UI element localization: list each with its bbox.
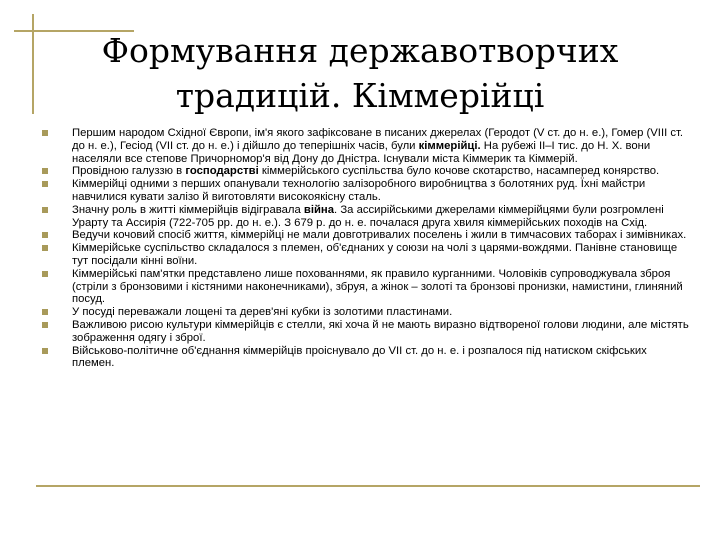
bullet-text-tail: . За ассирійськими джерелами кіммерійцями були розгромлені Урарту та Ассирія (722-705 рр. до н. е.). З 679 р. до н. е. почалася друга хвиля кіммерійських походів на Схід.	[72, 203, 664, 229]
bullet-text: Першим народом Східної Європи, ім'я якого зафіксоване в писаних джерелах (Геродот (V ст. до н. е.), Гомер (VIII ст. до н. е.), Гесіод (VII ст. до н. е.) і дійшло до теперішніх часів, були	[72, 127, 684, 152]
bullet-item	[42, 165, 692, 178]
bullet-text: Кіммерійські пам'ятки представлено лише похованнями, як правило курганними. Чоловіків супроводжувала зброя (стріли з бронзовими і кістяними наконечниками), збруя, а жінок – золоті та бронзові пронизки, намистини, глиняний посуд.	[72, 267, 683, 306]
bullet-list	[42, 127, 692, 370]
bullet-bold-text: господарстві	[185, 165, 259, 178]
bullet-item	[42, 127, 692, 165]
slide-title	[60, 28, 660, 118]
bullet-item	[42, 204, 692, 230]
bullet-item	[42, 229, 692, 242]
square-bullet-icon	[42, 245, 48, 251]
square-bullet-icon	[42, 322, 48, 328]
title-line-2: традицій. Кіммерійці	[175, 76, 545, 115]
bullet-text: Ведучи кочовий спосіб життя, кіммерійці не мали довготривалих поселень і жили в тимчасових таборах і зимівниках.	[72, 229, 687, 242]
square-bullet-icon	[42, 130, 48, 136]
bullet-text: Військово-політичне об'єднання кіммерійців проіснувало до VII ст. до н. е. і розпалося під натиском скіфських племен.	[72, 344, 647, 370]
bullet-text: Кіммерійське суспільство складалося з племен, об'єднаних у союзи на чолі з царями-вождями. Панівне становище тут посідали кінні воїни.	[72, 242, 678, 267]
square-bullet-icon	[42, 207, 48, 213]
square-bullet-icon	[42, 181, 48, 187]
bullet-text: Провідною галуззю в	[72, 165, 186, 178]
bullet-text: Кіммерійці одними з перших опанували технологію залізоробного виробництва з болотяних руд. Їхні майстри навчилися кувати залізо й виготовляти високоякісну сталь.	[72, 178, 646, 203]
bullet-text-tail: На рубежі II–I тис. до Н. Х. вони населяли все степове Причорномор'я від Дону до Дністра. Існували міста Кіммерик та Кіммерій.	[72, 139, 651, 165]
square-bullet-icon	[42, 168, 48, 174]
bottom-decorative-line	[36, 485, 700, 487]
bullet-text-tail: кіммерійського суспільства було кочове скотарство, насамперед конярство.	[258, 165, 660, 178]
bullet-item	[42, 268, 692, 306]
square-bullet-icon	[42, 232, 48, 238]
bullet-item	[42, 242, 692, 268]
bullet-text: Значну роль в житті кіммерійців відігравала	[72, 203, 304, 216]
bullet-item	[42, 306, 692, 319]
bullet-text: У посуді переважали лощені та дерев'яні кубки із золотими пластинами.	[72, 306, 453, 319]
bullet-item	[42, 178, 692, 204]
bullet-text: Важливою рисою культури кіммерійців є стелли, які хоча й не мають виразно відтвореної голови людини, але містять зображення одягу і зброї.	[72, 318, 689, 344]
bullet-bold-text: війна	[303, 203, 335, 216]
left-decorative-line	[32, 14, 34, 114]
bullet-item	[42, 319, 692, 345]
square-bullet-icon	[42, 348, 48, 354]
bullet-bold-text: кіммерійці.	[418, 139, 481, 152]
square-bullet-icon	[42, 309, 48, 315]
title-line-1: Формування державотворчих	[101, 31, 619, 70]
square-bullet-icon	[42, 271, 48, 277]
bullet-item	[42, 345, 692, 371]
